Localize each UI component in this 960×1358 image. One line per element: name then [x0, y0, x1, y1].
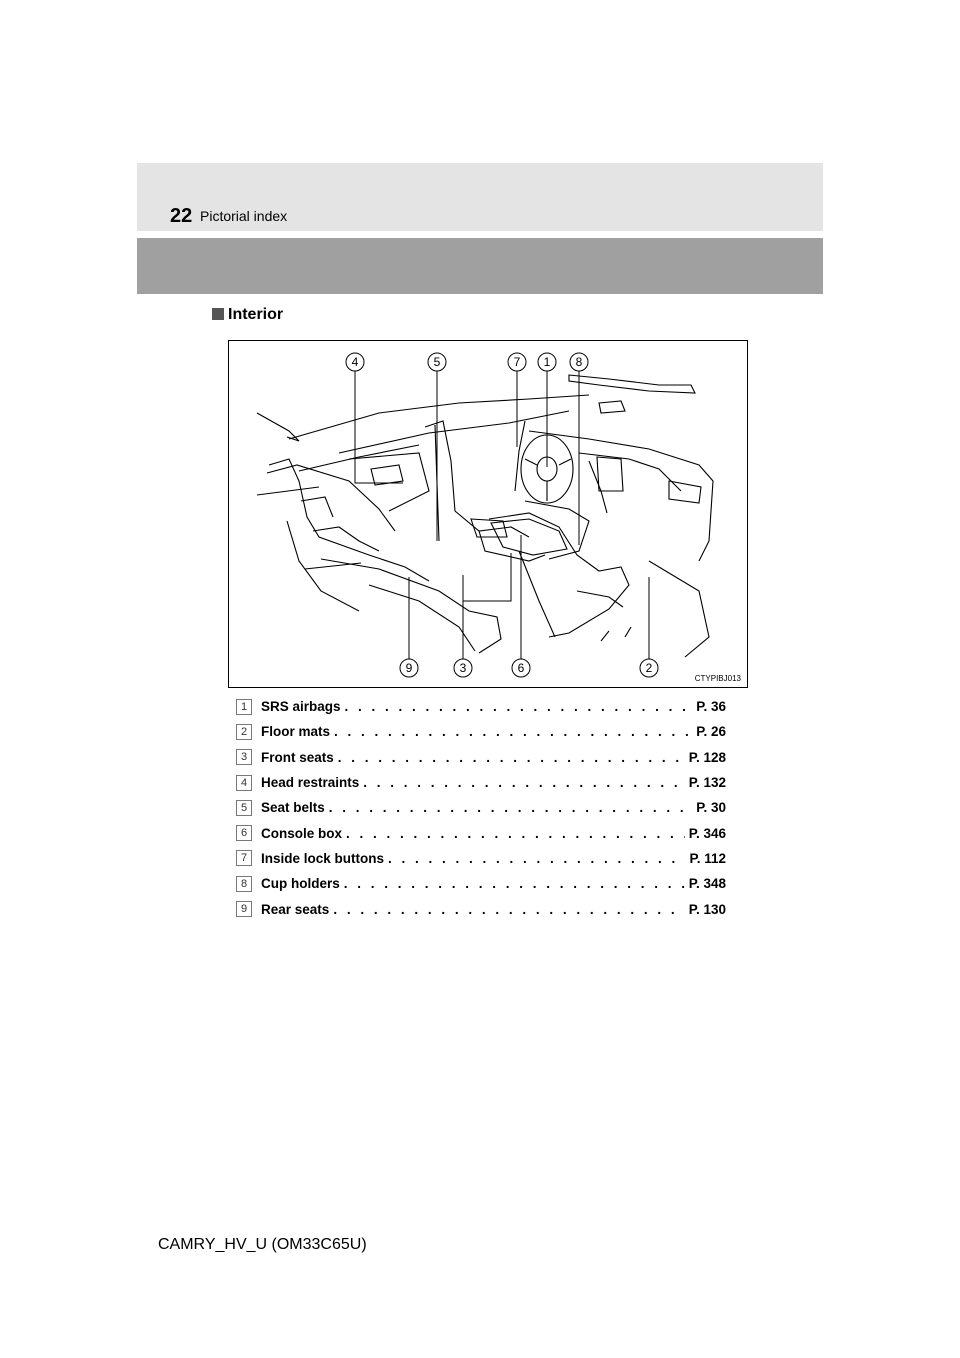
- callout-top-4: 1: [543, 355, 551, 369]
- list-item: [236, 795, 726, 820]
- item-number: 4: [236, 775, 252, 791]
- dot-leader: [334, 724, 692, 739]
- subheading-text: Interior: [228, 306, 284, 323]
- item-label: Seat belts: [261, 800, 325, 816]
- header-dark-band: [137, 238, 823, 294]
- page-number: 22: [170, 205, 193, 227]
- callout-top-1: 4: [351, 355, 359, 369]
- item-label: Inside lock buttons: [261, 850, 385, 866]
- dot-leader: [344, 876, 685, 891]
- list-item: [236, 719, 726, 744]
- list-item: [236, 896, 726, 921]
- callout-top-3: 7: [513, 355, 521, 369]
- callout-top-5: 8: [575, 355, 583, 369]
- callout-bottom-1: 9: [405, 661, 413, 675]
- list-item: [236, 846, 726, 871]
- interior-illustration: [228, 340, 748, 688]
- section-title: Pictorial index: [200, 208, 288, 224]
- callout-bottom-2: 3: [459, 661, 467, 675]
- callout-bottom-3: 6: [517, 661, 525, 675]
- list-item: [236, 694, 726, 719]
- item-label: Rear seats: [261, 901, 330, 917]
- item-number: 2: [236, 724, 252, 740]
- list-item: [236, 871, 726, 896]
- bullet-square-icon: [212, 308, 224, 320]
- dot-leader: [338, 750, 685, 765]
- page-reference-link[interactable]: P. 132: [688, 775, 726, 791]
- item-label: Front seats: [261, 749, 334, 765]
- footer-model-code: CAMRY_HV_U (OM33C65U): [158, 1236, 367, 1253]
- item-label: Floor mats: [261, 724, 331, 740]
- item-label: SRS airbags: [261, 699, 341, 715]
- dot-leader: [346, 826, 685, 841]
- item-number: 1: [236, 699, 252, 715]
- page-reference-link[interactable]: P. 30: [696, 800, 726, 816]
- list-item: [236, 745, 726, 770]
- list-item: [236, 820, 726, 845]
- page-reference-link[interactable]: P. 346: [688, 825, 726, 841]
- dot-leader: [345, 699, 693, 714]
- item-number: 9: [236, 901, 252, 917]
- item-number: 7: [236, 850, 252, 866]
- item-label: Cup holders: [261, 876, 340, 892]
- page-reference-link[interactable]: P. 348: [688, 876, 726, 892]
- page-reference-link[interactable]: P. 112: [689, 850, 726, 866]
- item-list: [236, 694, 726, 922]
- item-number: 8: [236, 876, 252, 892]
- list-item: [236, 770, 726, 795]
- figure-code: CTYPIBJ013: [694, 674, 741, 683]
- item-number: 5: [236, 800, 252, 816]
- dot-leader: [388, 851, 685, 866]
- callout-bottom-4: 2: [645, 661, 653, 675]
- callout-top-2: 5: [433, 355, 441, 369]
- dot-leader: [333, 902, 684, 917]
- page-reference-link[interactable]: P. 130: [688, 901, 726, 917]
- dot-leader: [329, 800, 692, 815]
- subheading: [212, 306, 283, 324]
- item-number: 6: [236, 825, 252, 841]
- item-label: Console box: [261, 825, 343, 841]
- interior-drawing: [229, 341, 748, 688]
- item-label: Head restraints: [261, 775, 360, 791]
- dot-leader: [363, 775, 684, 790]
- page-reference-link[interactable]: P. 36: [696, 699, 726, 715]
- item-number: 3: [236, 749, 252, 765]
- page-reference-link[interactable]: P. 26: [696, 724, 726, 740]
- page-reference-link[interactable]: P. 128: [688, 749, 726, 765]
